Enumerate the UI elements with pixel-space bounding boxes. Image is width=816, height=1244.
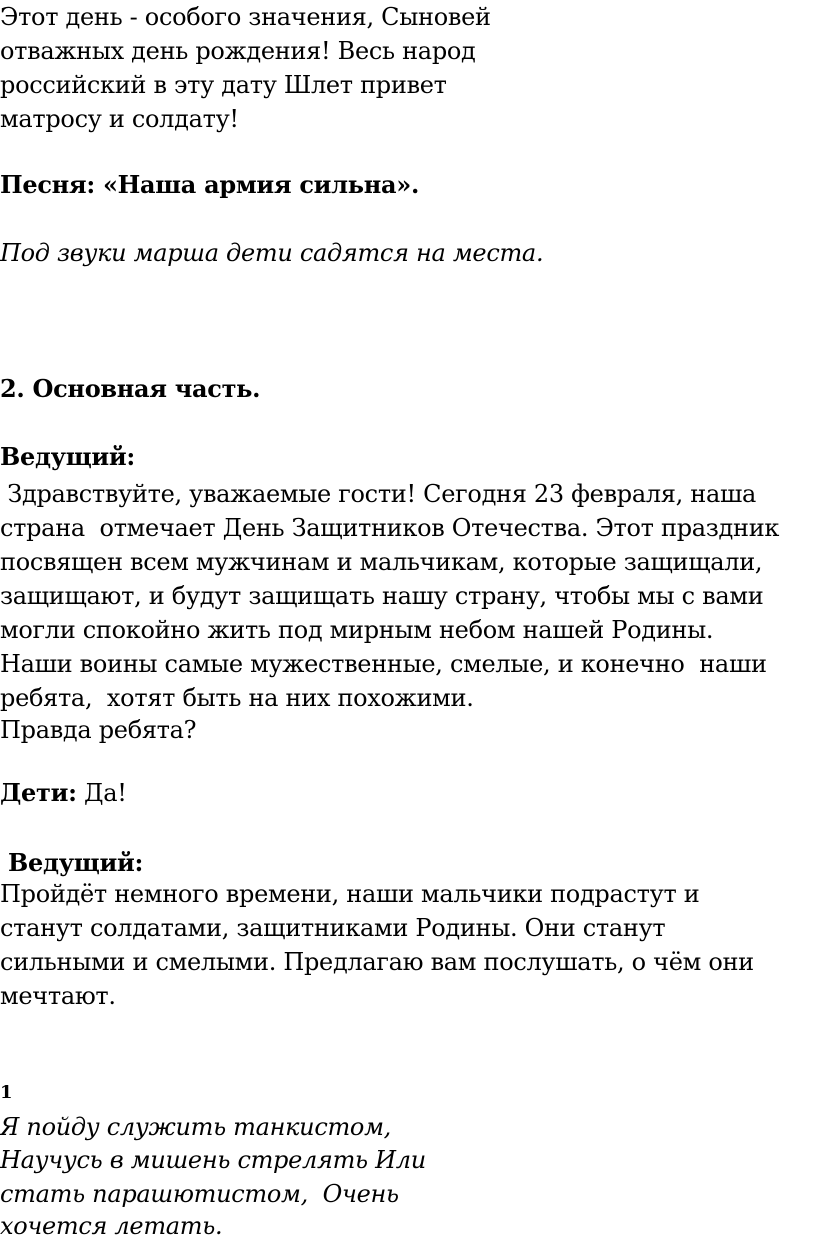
intro-line-1: Этот день - особого значения, Сыновей <box>0 3 491 31</box>
children-reply: Да! <box>76 779 127 807</box>
host-speech-2-line-2: станут солдатами, защитниками Родины. Они станут <box>0 914 666 942</box>
host-speech-1-line-5: могли спокойно жить под мирным небом нашей Родины. <box>0 616 714 644</box>
poem-number: 1 <box>0 1082 13 1103</box>
poem-line-2: Научусь в мишень стрелять Или <box>0 1146 426 1174</box>
intro-line-3: российский в эту дату Шлет привет <box>0 71 447 99</box>
intro-line-4: матросу и солдату! <box>0 105 239 133</box>
host-speech-2-line-3: сильными и смелыми. Предлагаю вам послушать, о чём они <box>0 948 754 976</box>
song-heading: Песня: «Наша армия сильна». <box>0 170 420 199</box>
stage-direction: Под звуки марша дети садятся на места. <box>0 239 544 267</box>
host-speech-1-line-4: защищают, и будут защищать нашу страну, чтобы мы с вами <box>0 582 764 610</box>
host-speech-1-line-8: Правда ребята? <box>0 716 197 744</box>
host-speech-1-line-2: страна отмечает День Защитников Отечества. Этот праздник <box>0 514 780 542</box>
intro-line-2: отважных день рождения! Весь народ <box>0 37 476 65</box>
poem-line-4: хочется летать. <box>0 1212 223 1240</box>
host-speech-2-line-4: мечтают. <box>0 982 116 1010</box>
host-speech-1-line-6: Наши воины самые мужественные, смелые, и конечно наши <box>0 650 767 678</box>
host-speech-1-line-7: ребята, хотят быть на них похожими. <box>0 684 474 712</box>
host-speech-1-line-1: Здравствуйте, уважаемые гости! Сегодня 23 февраля, наша <box>0 480 757 508</box>
host-label-1: Ведущий: <box>0 442 135 471</box>
poem-line-1: Я пойду служить танкистом, <box>0 1113 392 1141</box>
host-speech-1-line-3: посвящен всем мужчинам и мальчикам, которые защищали, <box>0 548 763 576</box>
section-heading: 2. Основная часть. <box>0 374 261 403</box>
children-reply-line <box>0 776 127 810</box>
children-label: Дети: <box>0 778 77 807</box>
host-speech-2-line-1: Пройдёт немного времени, наши мальчики подрастут и <box>0 880 700 908</box>
host-label-2: Ведущий: <box>0 848 143 877</box>
poem-line-3: стать парашютистом, Очень <box>0 1180 399 1208</box>
